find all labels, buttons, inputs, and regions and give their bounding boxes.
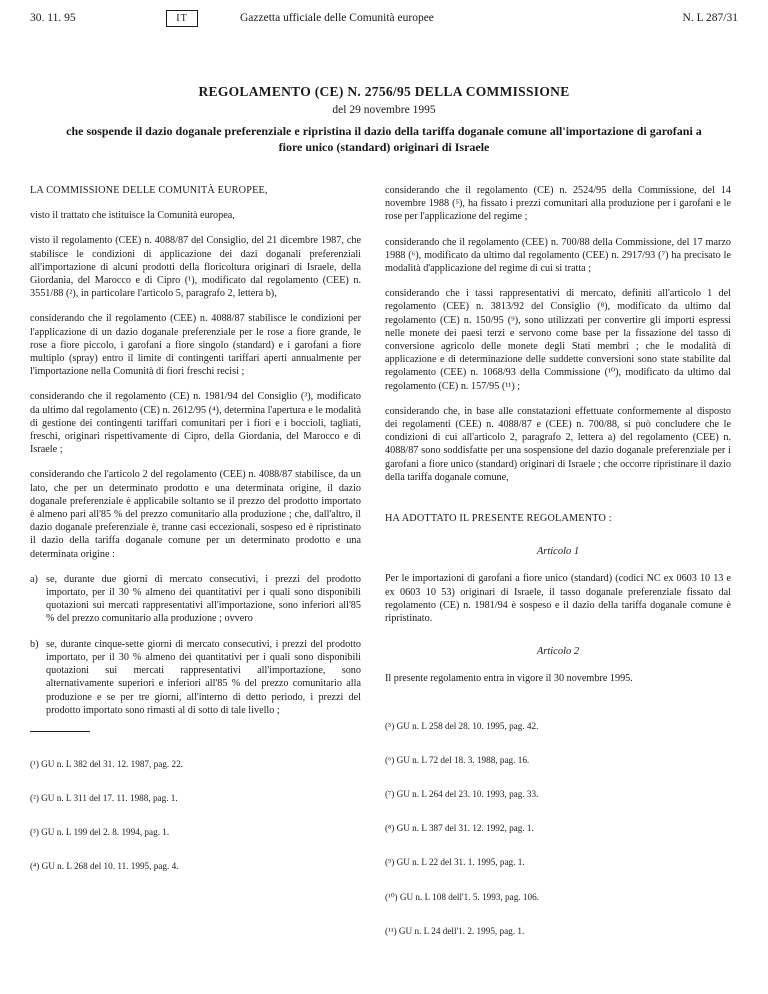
- recital: considerando che il regolamento (CEE) n. 4088/87 stabilisce le condizioni per l'applicazione di un dazio doganale preferenziale per le rose a fiore grande, le rose a fiore piccolo, i garofani a fiore singolo (standard) e i garofani a fiore multiplo (spray) entro il limite di contingenti tariffari aperti annualmente per l'importazione nella Comunità di fiori freschi recisi ;: [30, 313, 361, 378]
- footnote: (⁸) GU n. L 387 del 31. 12. 1992, pag. 1.: [385, 823, 534, 834]
- regulation-title: REGOLAMENTO (CE) N. 2756/95 DELLA COMMISSIONE: [198, 84, 570, 99]
- publication-name: Gazzetta ufficiale delle Comunità europee: [240, 12, 434, 24]
- recital: considerando che i tassi rappresentativi di mercato, definiti all'articolo 1 del regolamento (CEE) n. 3813/92 del Consiglio (⁸), modificato da ultimo dal regolamento (CE) n. 150/95 (⁹), sono utilizzati per convertire gli importi espressi nelle monete dei paesi terzi e servono come base per la fissazione del tasso di conversione agricolo delle monete degli Stati membri ; che le modalità di applicazione e di determinazione delle suddette conversioni sono state stabilite dal regolamento (CEE) n. 1068/93 della Commissione (¹⁰), modificato da ultimo dal regolamento (CE) n. 157/95 (¹¹) ;: [385, 288, 731, 392]
- header-date: 30. 11. 95: [30, 12, 76, 24]
- condition-label: a): [30, 573, 38, 585]
- footnote: (¹) GU n. L 382 del 31. 12. 1987, pag. 22.: [30, 758, 183, 769]
- page-header: [30, 10, 738, 30]
- condition-text: se, durante due giorni di mercato consecutivi, i prezzi del prodotto importato, per il 30 % almeno dei quantitativi per i quali sono disponibili quotazioni sui mercati rappresentativi all'importazione, sono inferiori all'85 % del prezzo comunitario alla produzione ; ovvero: [46, 573, 361, 625]
- article-1-title: Articolo 1: [536, 546, 580, 558]
- footnote: (⁵) GU n. L 258 del 28. 10. 1995, pag. 42.: [385, 720, 539, 731]
- article-1-text: Per le importazioni di garofani a fiore unico (standard) (codici NC ex 0603 10 13 e ex 0603 10 53) originari di Israele, il tasso doganale preferenziale fissato dal regolamento (CE) n. 1981/94 è sospeso e il dazio della tariffa doganale comune è ripristinato.: [385, 573, 731, 625]
- footnote: (⁷) GU n. L 264 del 23. 10. 1993, pag. 33.: [385, 788, 539, 799]
- footnotes-left: [30, 736, 361, 896]
- regulation-date: del 29 novembre 1995: [332, 104, 436, 116]
- footnote: (⁹) GU n. L 22 del 31. 1. 1995, pag. 1.: [385, 857, 525, 868]
- condition-label: b): [30, 638, 39, 650]
- condition-text: se, durante cinque-sette giorni di mercato consecutivi, i prezzi del prodotto importato, per il 30 % almeno dei quantitativi per i quali sono disponibili quotazioni sui mercati rappresentativi all'importazione, sono alternativamente superiori e inferiori all'85 % del prezzo comunitario alla produzione e se per tre giorni, all'interno di detto periodo, i prezzi del prodotto importato sono rimasti al di sotto di tale livello ;: [46, 638, 361, 716]
- condition-item: [30, 573, 361, 626]
- article-2-text: Il presente regolamento entra in vigore il 30 novembre 1995.: [385, 673, 633, 685]
- recital: considerando che il regolamento (CEE) n. 700/88 della Commissione, del 17 marzo 1988 (⁶), modificato da ultimo dal regolamento (CEE) n. 2917/93 (⁷) ha precisato le modalità d'applicazione del regime di cui si tratta ;: [385, 236, 731, 275]
- recital: visto il trattato che istituisce la Comunità europea,: [30, 210, 235, 222]
- footnote: (⁴) GU n. L 268 del 10. 11. 1995, pag. 4.: [30, 861, 179, 872]
- right-column: [385, 184, 731, 960]
- article-2-title: Articolo 2: [536, 646, 580, 658]
- footnote: (²) GU n. L 311 del 17. 11. 1988, pag. 1.: [30, 792, 178, 803]
- left-column: [30, 184, 361, 896]
- recital: considerando che il regolamento (CE) n. 2524/95 della Commissione, del 14 novembre 1988 (⁵), ha fissato i prezzi comunitari alla produzione per i garofani e le rose per l'applicazione del regime ;: [385, 185, 731, 223]
- preamble-heading: LA COMMISSIONE DELLE COMUNITÀ EUROPEE,: [30, 185, 268, 196]
- recital: considerando che l'articolo 2 del regolamento (CEE) n. 4088/87 stabilisce, da un lato, che per un determinato prodotto e una determinata origine, il dazio doganale preferenziale è applicabile soltanto se il prezzo del prodotto importato è almeno pari all'85 % del prezzo comunitario alla produzione ; che, dall'altro, il dazio doganale preferenziale è, tranne casi eccezionali, sospeso ed è ripristinato il dazio della tariffa doganale comune per un determinato prodotto e una determinata origine :: [30, 469, 361, 560]
- recital: visto il regolamento (CEE) n. 4088/87 del Consiglio, del 21 dicembre 1987, che stabilisce le condizioni di applicazione dei dazi doganali preferenziali all'importazione di alcuni prodotti della floricoltura originari di Israele, della Giordania, del Marocco e di Cipro (¹), modificato dal regolamento (CEE) n. 3551/88 (²), in particolare l'articolo 5, paragrafo 2, lettera b),: [30, 235, 361, 300]
- regulation-subject: che sospende il dazio doganale preferenziale e ripristina il dazio della tariffa doganale comune all'importazione di garofani a fiore unico (standard) originari di Israele: [66, 124, 702, 154]
- language-badge: IT: [166, 10, 198, 27]
- page-reference: N. L 287/31: [682, 12, 738, 24]
- condition-item: [30, 638, 361, 717]
- footnote: (⁶) GU n. L 72 del 18. 3. 1988, pag. 16.: [385, 754, 530, 765]
- footnote-divider: [30, 731, 90, 732]
- footnote: (³) GU n. L 199 del 2. 8. 1994, pag. 1.: [30, 827, 170, 838]
- footnotes-right: [385, 698, 731, 960]
- footnote: (¹¹) GU n. L 24 dell'1. 2. 1995, pag. 1.: [385, 925, 525, 936]
- recital: considerando che il regolamento (CE) n. 1981/94 del Consiglio (³), modificato da ultimo dal regolamento (CE) n. 2612/95 (⁴), determina l'apertura e le modalità di gestione dei contingenti tariffari comunitari per i fiori e i boccioli, tagliati, freschi, originari rispettivamente di Cipro, della Giordania, del Marocco e di Israele ;: [30, 391, 361, 456]
- footnote: (¹⁰) GU n. L 108 dell'1. 5. 1993, pag. 106.: [385, 891, 539, 902]
- recital: considerando che, in base alle constatazioni effettuate conformemente al disposto dei regolamenti (CEE) n. 4088/87 e (CEE) n. 700/88, si può concludere che le condizioni di cui all'articolo 2, paragrafo 2, lettera a) del regolamento (CEE) n. 4088/87 sono soddisfatte per una sospensione del dazio doganale preferenziale per i garofani a fiore unico (standard) originari di Israele ; che occorre ripristinare il dazio della tariffa doganale comune,: [385, 405, 731, 483]
- adopted-statement: HA ADOTTATO IL PRESENTE REGOLAMENTO :: [385, 513, 612, 525]
